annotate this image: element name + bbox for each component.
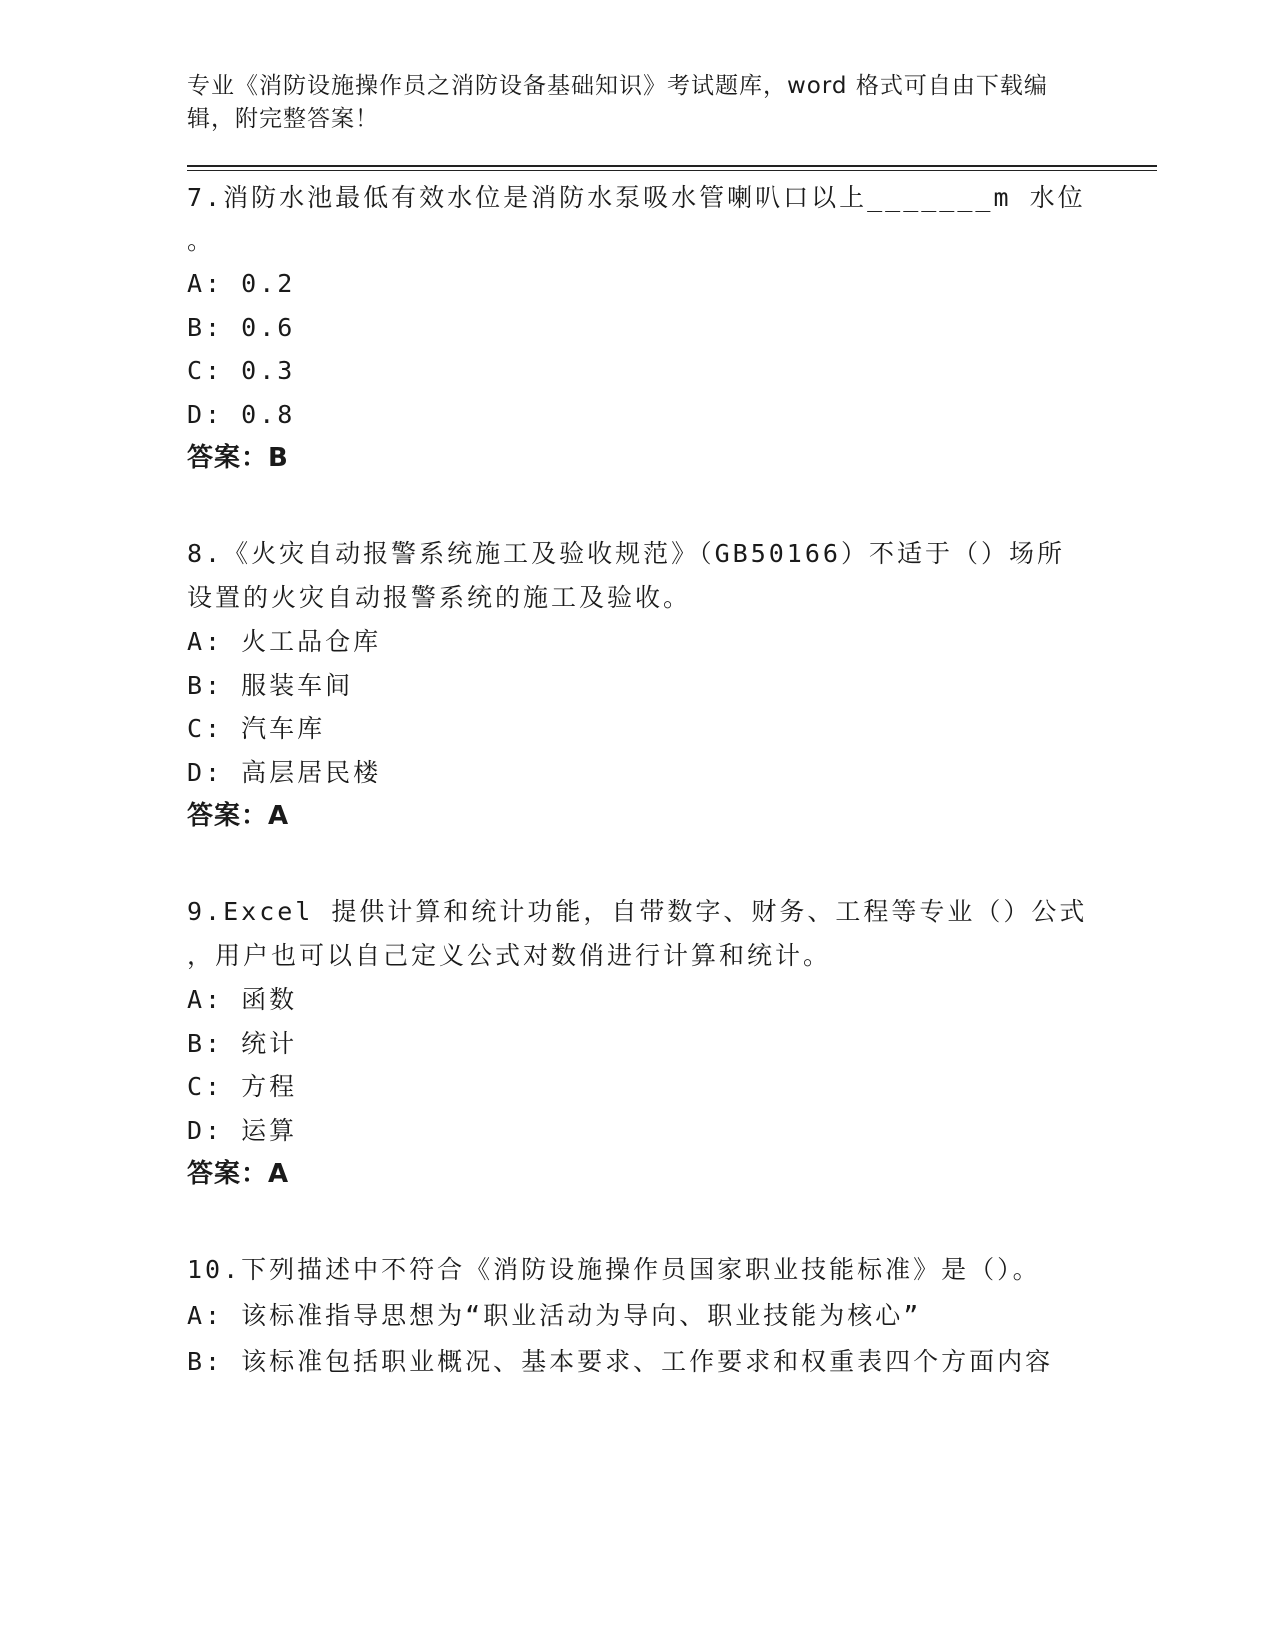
question-stem: 7.消防水池最低有效水位是消防水泵吸水管喇叭口以上_______m 水位 bbox=[187, 183, 1086, 212]
option-c: C: 方程 bbox=[187, 1072, 298, 1101]
document-page bbox=[187, 70, 1157, 1385]
option-d: D: 高层居民楼 bbox=[187, 758, 382, 787]
intro-line-1: 专业《消防设施操作员之消防设备基础知识》考试题库，word 格式可自由下载编 bbox=[187, 73, 1048, 99]
question-stem: 。 bbox=[187, 226, 216, 255]
spacer bbox=[187, 1195, 1157, 1247]
question-stem: 9.Excel 提供计算和统计功能，自带数字、财务、工程等专业（）公式 bbox=[187, 897, 1088, 926]
option-d: D: 运算 bbox=[187, 1116, 298, 1145]
document-intro bbox=[187, 70, 1057, 136]
spacer bbox=[187, 479, 1157, 531]
option-b: B: 服装车间 bbox=[187, 671, 354, 700]
option-b: B: 该标准包括职业概况、基本要求、工作要求和权重表四个方面内容 bbox=[187, 1347, 1054, 1376]
question-8 bbox=[187, 531, 1157, 837]
header-divider bbox=[187, 165, 1157, 171]
option-c: C: 0.3 bbox=[187, 356, 296, 385]
option-b: B: 统计 bbox=[187, 1029, 298, 1058]
answer: 答案：A bbox=[187, 1159, 290, 1189]
answer: 答案：B bbox=[187, 443, 289, 473]
answer: 答案：A bbox=[187, 801, 290, 831]
question-9 bbox=[187, 889, 1157, 1195]
question-7 bbox=[187, 175, 1157, 479]
option-a: A: 函数 bbox=[187, 985, 298, 1014]
question-stem: 10.下列描述中不符合《消防设施操作员国家职业技能标准》是（）。 bbox=[187, 1255, 1041, 1284]
question-stem: ，用户也可以自己定义公式对数俏进行计算和统计。 bbox=[187, 941, 832, 970]
option-b: B: 0.6 bbox=[187, 313, 296, 342]
intro-line-2: 辑，附完整答案！ bbox=[187, 106, 379, 132]
option-a: A: 该标准指导思想为“职业活动为导向、职业技能为核心” bbox=[187, 1301, 922, 1330]
spacer bbox=[187, 837, 1157, 889]
question-stem: 设置的火灾自动报警系统的施工及验收。 bbox=[187, 583, 692, 612]
option-d: D: 0.8 bbox=[187, 400, 296, 429]
question-stem: 8.《火灾自动报警系统施工及验收规范》（GB50166）不适于（）场所 bbox=[187, 539, 1065, 568]
option-c: C: 汽车库 bbox=[187, 714, 326, 743]
option-a: A: 火工品仓库 bbox=[187, 627, 382, 656]
option-a: A: 0.2 bbox=[187, 269, 296, 298]
question-10 bbox=[187, 1247, 1157, 1385]
